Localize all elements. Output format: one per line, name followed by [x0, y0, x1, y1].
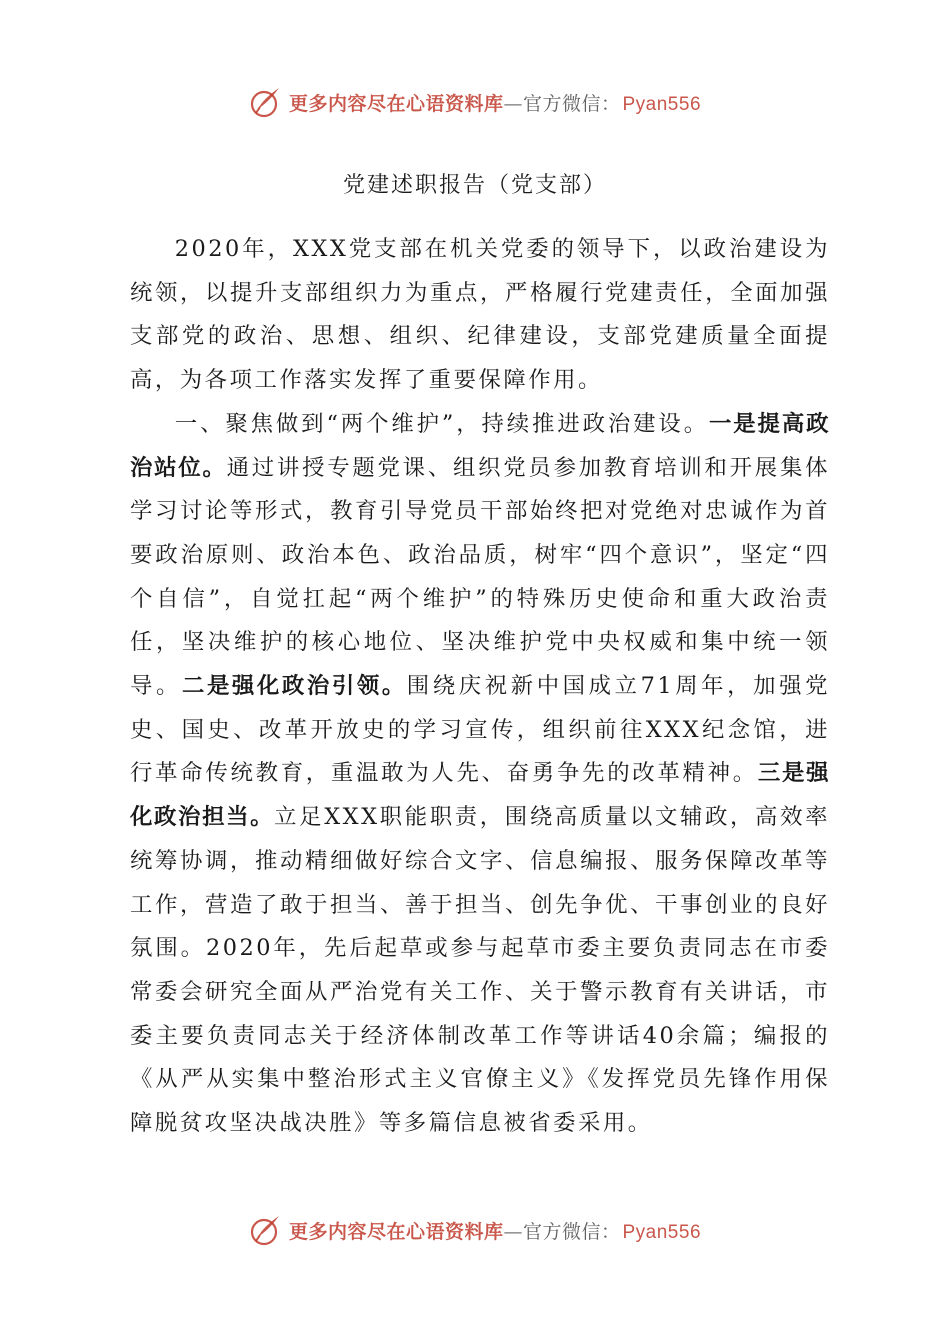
banner-dash: —	[503, 92, 523, 115]
quill-pen-circle-icon	[249, 1213, 283, 1247]
point-two-title: 二是强化政治引领。	[181, 673, 407, 700]
banner-main-text: 更多内容尽在心语资料库	[288, 1220, 504, 1243]
document-body	[130, 228, 830, 1146]
quill-pen-circle-icon	[249, 85, 283, 119]
point-one-text: 通过讲授专题党课、组织党员参加教育培训和开展集体学习讨论等形式，教育引导党员干部始终把对党绝对忠诚作为首要政治原则、政治本色、政治品质，树牢“四个意识”，坚定“四个自信”，自觉扛起“两个维护”的特殊历史使命和重大政治责任，坚决维护的核心地位、坚决维护党中央权威和集中统一领导。	[130, 454, 831, 700]
banner-wechat-label: 官方微信：	[522, 1220, 621, 1243]
point-two-text: 围绕庆祝新中国成立71周年，加强党史、国史、改革开放史的学习宣传，组织前往XXX纪念馆，进行革命传统教育，重温敢为人先、奋勇争先的改革精神。	[130, 673, 830, 787]
section-one-heading: 一、聚焦做到“两个维护”，持续推进政治建设。	[174, 410, 709, 437]
banner-content	[249, 1213, 701, 1247]
banner-main-text: 更多内容尽在心语资料库	[288, 92, 504, 115]
document-title: 党建述职报告（党支部）	[342, 173, 607, 198]
header-watermark-banner	[0, 82, 950, 122]
footer-watermark-banner	[0, 1210, 950, 1250]
banner-content	[249, 85, 701, 119]
section-one-paragraph	[130, 403, 830, 1146]
intro-paragraph: 2020年，XXX党支部在机关党委的领导下，以政治建设为统领，以提升支部组织力为重点，严格履行党建责任，全面加强支部党的政治、思想、组织、纪律建设，支部党建质量全面提高，为各项工作落实发挥了重要保障作用。	[130, 236, 830, 394]
banner-wechat-id: Pyan556	[622, 1221, 702, 1243]
point-three-text: 立足XXX职能职责，围绕高质量以文辅政，高效率统筹协调，推动精细做好综合文字、信息编报、服务保障改革等工作，营造了敢于担当、善于担当、创先争优、干事创业的良好氛围。2020年，先后起草或参与起草市委主要负责同志在市委常委会研究全面从严治党有关工作、关于警示教育有关讲话，市委主要负责同志关于经济体制改革工作等讲话40余篇；编报的《从严从实集中整治形式主义官僚主义》《发挥党员先锋作用保障脱贫攻坚决战决胜》等多篇信息被省委采用。	[130, 804, 830, 1137]
banner-text	[289, 1217, 701, 1244]
point-one-title: 一是提高政治站位。	[130, 410, 830, 481]
banner-wechat-label: 官方微信：	[522, 92, 621, 115]
banner-wechat-id: Pyan556	[622, 93, 702, 115]
banner-text	[289, 89, 701, 116]
banner-dash: —	[503, 1220, 523, 1243]
point-three-title: 三是强化政治担当。	[130, 760, 831, 831]
